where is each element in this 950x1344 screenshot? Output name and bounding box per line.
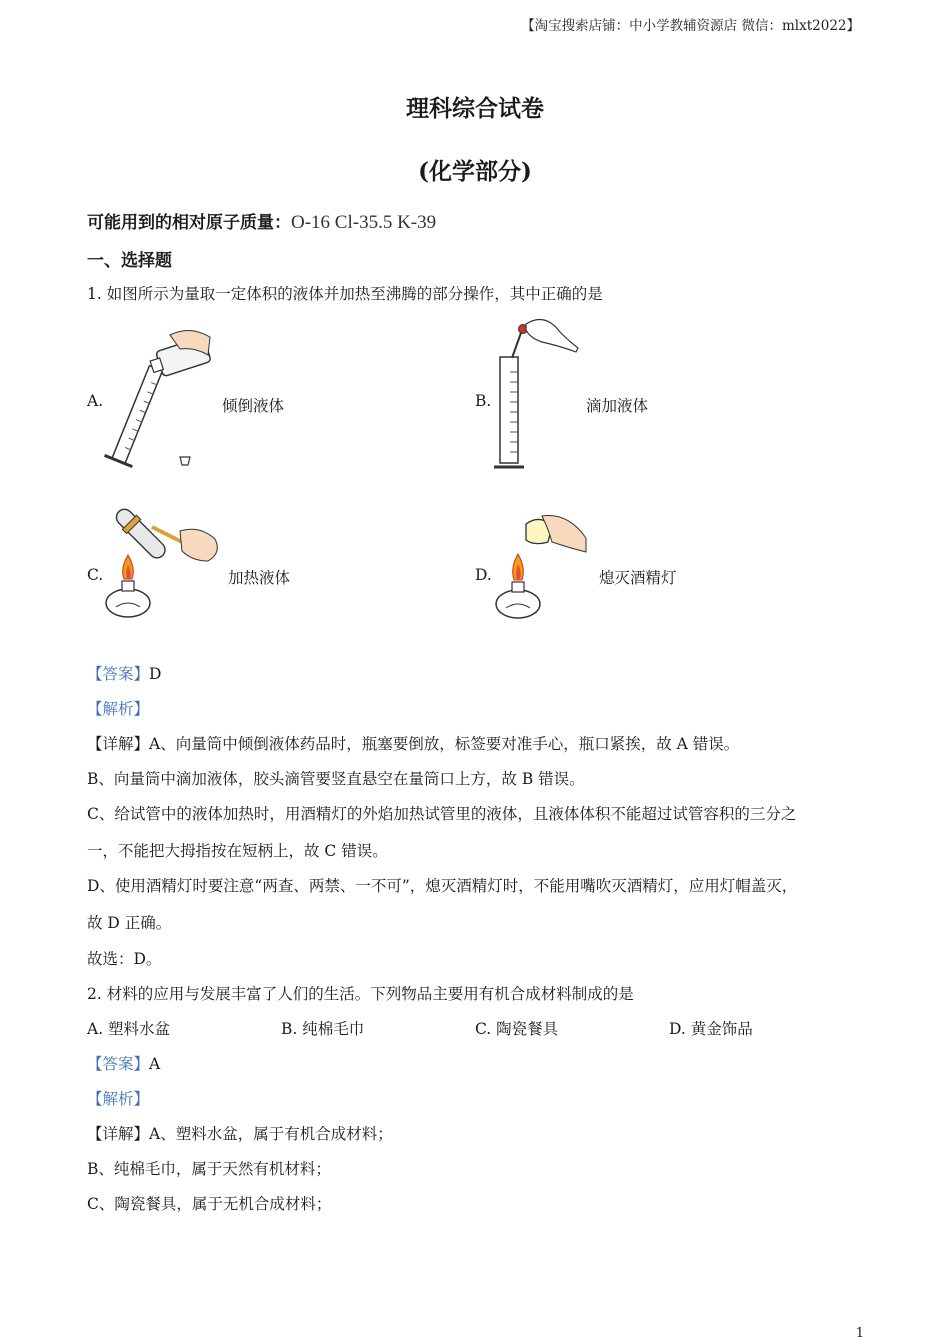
q1-detail-tag: 【详解】 — [87, 735, 150, 753]
option-b-letter: B. — [475, 392, 492, 410]
q1-detail-d2: 故 D 正确。 — [87, 914, 172, 932]
q2-option-d: D. 黄金饰品 — [669, 1020, 753, 1038]
q2-detail-b: B、纯棉毛巾，属于天然有机材料； — [87, 1160, 331, 1178]
extinguish-lamp-icon — [490, 512, 595, 624]
option-a-letter: A. — [87, 392, 104, 410]
header-note: 【淘宝搜索店铺：中小学教辅资源店 微信：mlxt2022】 — [521, 18, 860, 34]
q2-answer: A — [149, 1055, 161, 1073]
option-d-caption: 熄灭酒精灯 — [599, 569, 677, 587]
option-d-letter: D. — [475, 566, 492, 584]
q2-answer-tag: 【答案】 — [87, 1055, 150, 1073]
q1-analysis-tag: 【解析】 — [87, 700, 150, 718]
question-2-stem: 2. 材料的应用与发展丰富了人们的生活。下列物品主要用有机合成材料制成的是 — [87, 985, 634, 1003]
q2-answer-line — [87, 1052, 160, 1074]
q2-option-b: B. 纯棉毛巾 — [281, 1020, 365, 1038]
question-1-stem: 1. 如图所示为量取一定体积的液体并加热至沸腾的部分操作，其中正确的是 — [87, 285, 603, 303]
q1-answer-tag: 【答案】 — [87, 665, 150, 683]
atomic-mass-values: O-16 Cl-35.5 K-39 — [291, 212, 437, 233]
q1-detail-line — [87, 732, 739, 754]
option-a-caption: 倾倒液体 — [222, 397, 285, 415]
q2-option-a: A. 塑料水盆 — [87, 1020, 171, 1038]
q2-detail-a: A、塑料水盆，属于有机合成材料； — [149, 1125, 393, 1143]
q1-detail-text: A、向量筒中倾倒液体药品时，瓶塞要倒放，标签要对准手心，瓶口紧挨，故 A 错误。 — [149, 735, 740, 753]
q2-analysis-tag: 【解析】 — [87, 1090, 150, 1108]
pouring-liquid-icon — [100, 325, 220, 470]
q1-conclusion: 故选：D。 — [87, 950, 162, 968]
q2-detail-line — [87, 1122, 393, 1144]
page-number: 1 — [855, 1326, 864, 1341]
heating-tube-icon — [100, 495, 225, 623]
q1-detail-c1: C、给试管中的液体加热时，用酒精灯的外焰加热试管里的液体，且液体体积不能超过试管容积的三分之 — [87, 805, 797, 823]
atomic-mass-label: 可能用到的相对原子质量： — [87, 213, 291, 233]
dropper-icon — [490, 312, 585, 472]
q1-detail-c2: 一，不能把大拇指按在短柄上，故 C 错误。 — [87, 842, 388, 860]
page-title: 理科综合试卷 — [406, 95, 544, 122]
page-subtitle: (化学部分) — [418, 158, 532, 185]
option-b-caption: 滴加液体 — [586, 397, 649, 415]
q1-detail-b: B、向量筒中滴加液体，胶头滴管要竖直悬空在量筒口上方，故 B 错误。 — [87, 770, 585, 788]
q1-answer: D — [149, 665, 162, 683]
q2-option-c: C. 陶瓷餐具 — [475, 1020, 559, 1038]
q2-detail-c: C、陶瓷餐具，属于无机合成材料； — [87, 1195, 332, 1213]
q1-detail-d1: D、使用酒精灯时要注意“两查、两禁、一不可”，熄灭酒精灯时，不能用嘴吹灭酒精灯，应用灯帽盖灭， — [87, 877, 798, 895]
option-c-caption: 加热液体 — [228, 569, 291, 587]
option-c-letter: C. — [87, 566, 104, 584]
q1-answer-line — [87, 662, 161, 684]
atomic-mass-line — [87, 208, 436, 234]
q2-detail-tag: 【详解】 — [87, 1125, 150, 1143]
section-heading: 一、选择题 — [87, 251, 172, 271]
